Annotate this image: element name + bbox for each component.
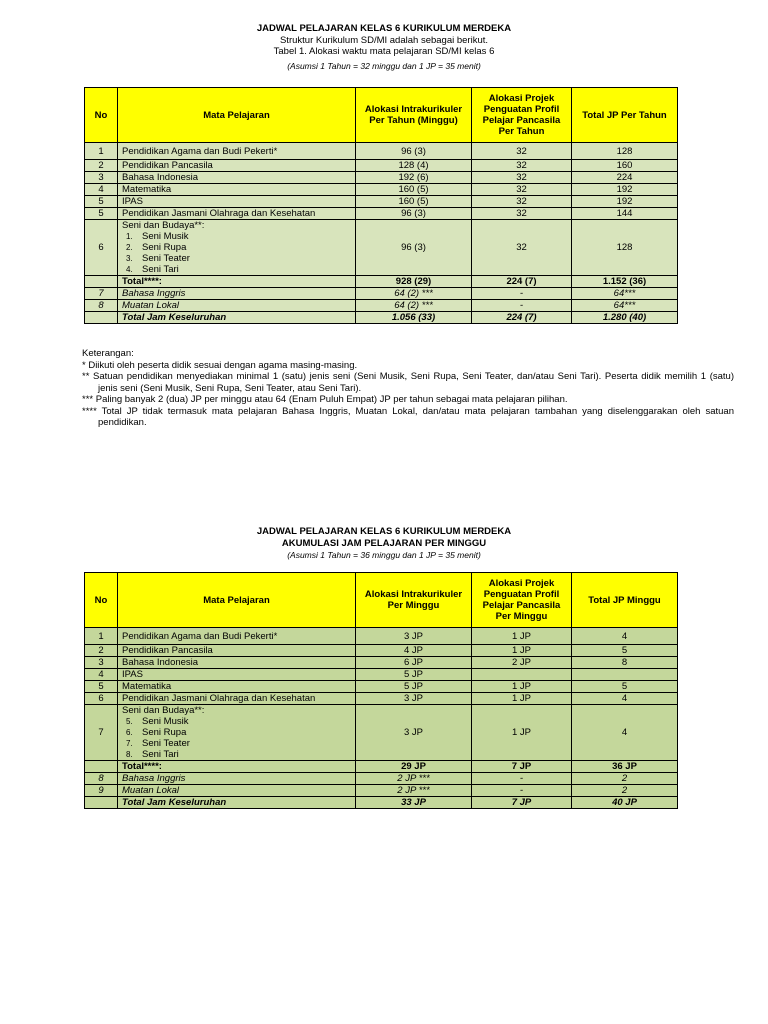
arts-item-number: 3. — [126, 254, 133, 263]
total-label: Total****: — [118, 276, 356, 288]
row-projek: 1 JP — [472, 645, 572, 657]
total-intra: 928 (29) — [356, 276, 472, 288]
table-row-total — [85, 761, 678, 773]
grand-no-cell — [85, 312, 118, 324]
total-projek: 224 (7) — [472, 276, 572, 288]
row-no: 5 — [85, 208, 118, 220]
row-subject-arts — [118, 220, 356, 276]
row-no: 8 — [85, 773, 118, 785]
row-intra: 128 (4) — [356, 160, 472, 172]
arts-item — [122, 716, 351, 727]
table-row — [85, 693, 678, 705]
row-projek: 1 JP — [472, 693, 572, 705]
arts-item-number: 4. — [126, 265, 133, 274]
table1-subtitle2: Tabel 1. Alokasi waktu mata pelajaran SD/MI kelas 6 — [273, 46, 495, 57]
row-subject: Muatan Lokal — [118, 300, 356, 312]
row-no: 5 — [85, 196, 118, 208]
arts-item-label: Seni Musik — [142, 716, 189, 727]
row-total: 8 — [572, 657, 678, 669]
row-total: 160 — [572, 160, 678, 172]
table2-subtitle: AKUMULASI JAM PELAJARAN PER MINGGU — [281, 537, 487, 549]
table-row-grand-total — [85, 797, 678, 809]
grand-no-cell — [85, 797, 118, 809]
row-no: 7 — [85, 288, 118, 300]
arts-item-label: Seni Musik — [142, 231, 189, 242]
table-row — [85, 172, 678, 184]
row-total: 4 — [572, 705, 678, 761]
arts-item-label: Seni Teater — [142, 738, 190, 749]
row-subject: Bahasa Indonesia — [118, 657, 356, 669]
total-no-cell — [85, 761, 118, 773]
row-projek: - — [472, 773, 572, 785]
row-projek: 32 — [472, 172, 572, 184]
table-row — [85, 160, 678, 172]
row-intra: 5 JP — [356, 669, 472, 681]
row-subject: Pendidikan Agama dan Budi Pekerti* — [118, 628, 356, 645]
row-intra: 160 (5) — [356, 184, 472, 196]
row-projek: 1 JP — [472, 681, 572, 693]
table-row — [85, 184, 678, 196]
row-projek: 32 — [472, 160, 572, 172]
row-projek: 32 — [472, 196, 572, 208]
header-projek: Alokasi Projek Penguatan Profil Pelajar Pancasila Per Minggu — [472, 573, 572, 628]
row-intra: 96 (3) — [356, 208, 472, 220]
header-subject: Mata Pelajaran — [118, 573, 356, 628]
table-row — [85, 196, 678, 208]
table-row-grand-total — [85, 312, 678, 324]
total-no-cell — [85, 276, 118, 288]
grand-label: Total Jam Keseluruhan — [118, 312, 356, 324]
row-no: 5 — [85, 681, 118, 693]
row-total: 144 — [572, 208, 678, 220]
row-subject: IPAS — [118, 669, 356, 681]
row-intra: 160 (5) — [356, 196, 472, 208]
header-intra: Alokasi Intrakurikuler Per Minggu — [356, 573, 472, 628]
table1-title: JADWAL PELAJARAN KELAS 6 KURIKULUM MERDEKA — [256, 23, 512, 34]
header-total: Total JP Minggu — [572, 573, 678, 628]
table1 — [84, 87, 678, 324]
row-intra: 5 JP — [356, 681, 472, 693]
row-subject-arts — [118, 705, 356, 761]
total-total: 36 JP — [572, 761, 678, 773]
table-row — [85, 628, 678, 645]
table-row-optional — [85, 288, 678, 300]
arts-label: Seni dan Budaya**: — [122, 705, 205, 716]
row-projek: 32 — [472, 184, 572, 196]
row-subject: Muatan Lokal — [118, 785, 356, 797]
row-intra: 192 (6) — [356, 172, 472, 184]
arts-item-number: 2. — [126, 243, 133, 252]
grand-intra: 33 JP — [356, 797, 472, 809]
row-subject: Pendidikan Pancasila — [118, 645, 356, 657]
row-no: 8 — [85, 300, 118, 312]
row-intra: 96 (3) — [356, 143, 472, 160]
row-no: 6 — [85, 220, 118, 276]
note-item: *** Paling banyak 2 (dua) JP per minggu atau 64 (Enam Puluh Empat) JP per tahun sebagai mata pelajaran pilihan. — [82, 394, 568, 405]
header-intra: Alokasi Intrakurikuler Per Tahun (Minggu) — [356, 88, 472, 143]
row-total: 2 — [572, 785, 678, 797]
header-projek: Alokasi Projek Penguatan Profil Pelajar Pancasila Per Tahun — [472, 88, 572, 143]
arts-item-label: Seni Tari — [142, 749, 179, 760]
table-row-optional — [85, 773, 678, 785]
row-projek: - — [472, 288, 572, 300]
arts-item-number: 8. — [126, 750, 133, 759]
table2-header — [0, 526, 768, 562]
row-subject: Bahasa Inggris — [118, 288, 356, 300]
row-total: 4 — [572, 628, 678, 645]
row-no: 1 — [85, 143, 118, 160]
table1-header — [0, 23, 768, 72]
table-row — [85, 669, 678, 681]
grand-intra: 1.056 (33) — [356, 312, 472, 324]
table-row-arts — [85, 705, 678, 761]
row-projek: - — [472, 300, 572, 312]
arts-item — [122, 253, 351, 264]
row-no: 3 — [85, 657, 118, 669]
row-intra: 3 JP — [356, 705, 472, 761]
row-no: 4 — [85, 184, 118, 196]
arts-item — [122, 727, 351, 738]
row-subject: Pendidikan Agama dan Budi Pekerti* — [118, 143, 356, 160]
table-row-optional — [85, 785, 678, 797]
total-label: Total****: — [118, 761, 356, 773]
notes — [82, 348, 734, 429]
arts-item — [122, 242, 351, 253]
row-total: 128 — [572, 143, 678, 160]
row-projek: 1 JP — [472, 705, 572, 761]
row-subject: Bahasa Inggris — [118, 773, 356, 785]
note-item: * Diikuti oleh peserta didik sesuai dengan agama masing-masing. — [82, 359, 358, 371]
row-subject: Matematika — [118, 184, 356, 196]
row-no: 9 — [85, 785, 118, 797]
table2-header-row — [85, 573, 678, 628]
row-no: 2 — [85, 160, 118, 172]
row-projek: 32 — [472, 208, 572, 220]
row-projek — [472, 669, 572, 681]
row-projek: 1 JP — [472, 628, 572, 645]
row-intra: 4 JP — [356, 645, 472, 657]
arts-item-number: 5. — [126, 717, 133, 726]
table2-assumption: (Asumsi 1 Tahun = 36 minggu dan 1 JP = 35 menit) — [287, 550, 481, 560]
row-intra: 2 JP *** — [356, 773, 472, 785]
row-total: 128 — [572, 220, 678, 276]
table-row — [85, 208, 678, 220]
grand-projek: 7 JP — [472, 797, 572, 809]
row-intra: 3 JP — [356, 693, 472, 705]
row-subject: Pendidikan Pancasila — [118, 160, 356, 172]
row-projek: 32 — [472, 220, 572, 276]
row-total: 192 — [572, 196, 678, 208]
header-subject: Mata Pelajaran — [118, 88, 356, 143]
table2-title: JADWAL PELAJARAN KELAS 6 KURIKULUM MERDEKA — [256, 526, 512, 537]
header-no: No — [85, 88, 118, 143]
header-no: No — [85, 573, 118, 628]
arts-item — [122, 749, 351, 760]
table-row — [85, 143, 678, 160]
row-total: 192 — [572, 184, 678, 196]
total-intra: 29 JP — [356, 761, 472, 773]
table1-subtitle1: Struktur Kurikulum SD/MI adalah sebagai berikut. — [279, 34, 489, 46]
arts-item-label: Seni Tari — [142, 264, 179, 275]
arts-label: Seni dan Budaya**: — [122, 220, 205, 231]
row-total — [572, 669, 678, 681]
total-projek: 7 JP — [472, 761, 572, 773]
row-intra: 3 JP — [356, 628, 472, 645]
row-no: 3 — [85, 172, 118, 184]
arts-item-label: Seni Teater — [142, 253, 190, 264]
table-row — [85, 645, 678, 657]
table-row-arts — [85, 220, 678, 276]
table-row-optional — [85, 300, 678, 312]
arts-item — [122, 264, 351, 275]
table-row — [85, 681, 678, 693]
row-projek: 2 JP — [472, 657, 572, 669]
total-total: 1.152 (36) — [572, 276, 678, 288]
arts-item-number: 6. — [126, 728, 133, 737]
table1-assumption: (Asumsi 1 Tahun = 32 minggu dan 1 JP = 35 menit) — [287, 60, 481, 71]
row-total: 5 — [572, 681, 678, 693]
note-item: ** Satuan pendidikan menyediakan minimal 1 (satu) jenis seni (Seni Musik, Seni Rupa, Seni Teater, dan/atau Seni Tari). Peserta didik memilih 1 (satu) jenis seni (Seni Musik, Seni Rupa, Seni Teater, atau Seni Tari). — [82, 371, 734, 394]
notes-heading: Keterangan: — [82, 348, 134, 359]
row-projek: - — [472, 785, 572, 797]
row-subject: Matematika — [118, 681, 356, 693]
row-no: 6 — [85, 693, 118, 705]
note-item: **** Total JP tidak termasuk mata pelajaran Bahasa Inggris, Muatan Lokal, dan/atau mata pelajaran tambahan yang diselenggarakan oleh satuan pendidikan. — [82, 405, 734, 428]
row-intra: 64 (2) *** — [356, 300, 472, 312]
arts-item — [122, 231, 351, 242]
arts-item-number: 7. — [126, 739, 133, 748]
row-total: 5 — [572, 645, 678, 657]
arts-item — [122, 738, 351, 749]
row-total: 64*** — [572, 300, 678, 312]
row-total: 2 — [572, 773, 678, 785]
row-total: 4 — [572, 693, 678, 705]
row-intra: 6 JP — [356, 657, 472, 669]
row-subject: Pendidikan Jasmani Olahraga dan Kesehatan — [118, 208, 356, 220]
grand-total: 40 JP — [572, 797, 678, 809]
table1-header-row — [85, 88, 678, 143]
row-subject: IPAS — [118, 196, 356, 208]
arts-item-number: 1. — [126, 232, 133, 241]
table-row — [85, 657, 678, 669]
row-no: 4 — [85, 669, 118, 681]
row-projek: 32 — [472, 143, 572, 160]
row-no: 2 — [85, 645, 118, 657]
row-intra: 2 JP *** — [356, 785, 472, 797]
row-subject: Pendidikan Jasmani Olahraga dan Kesehatan — [118, 693, 356, 705]
arts-item-label: Seni Rupa — [142, 242, 187, 253]
row-total: 64*** — [572, 288, 678, 300]
grand-projek: 224 (7) — [472, 312, 572, 324]
row-no: 1 — [85, 628, 118, 645]
row-subject: Bahasa Indonesia — [118, 172, 356, 184]
row-intra: 64 (2) *** — [356, 288, 472, 300]
row-no: 7 — [85, 705, 118, 761]
arts-item-label: Seni Rupa — [142, 727, 187, 738]
table2 — [84, 572, 678, 809]
grand-total: 1.280 (40) — [572, 312, 678, 324]
row-intra: 96 (3) — [356, 220, 472, 276]
row-total: 224 — [572, 172, 678, 184]
table-row-total — [85, 276, 678, 288]
header-total: Total JP Per Tahun — [572, 88, 678, 143]
grand-label: Total Jam Keseluruhan — [118, 797, 356, 809]
